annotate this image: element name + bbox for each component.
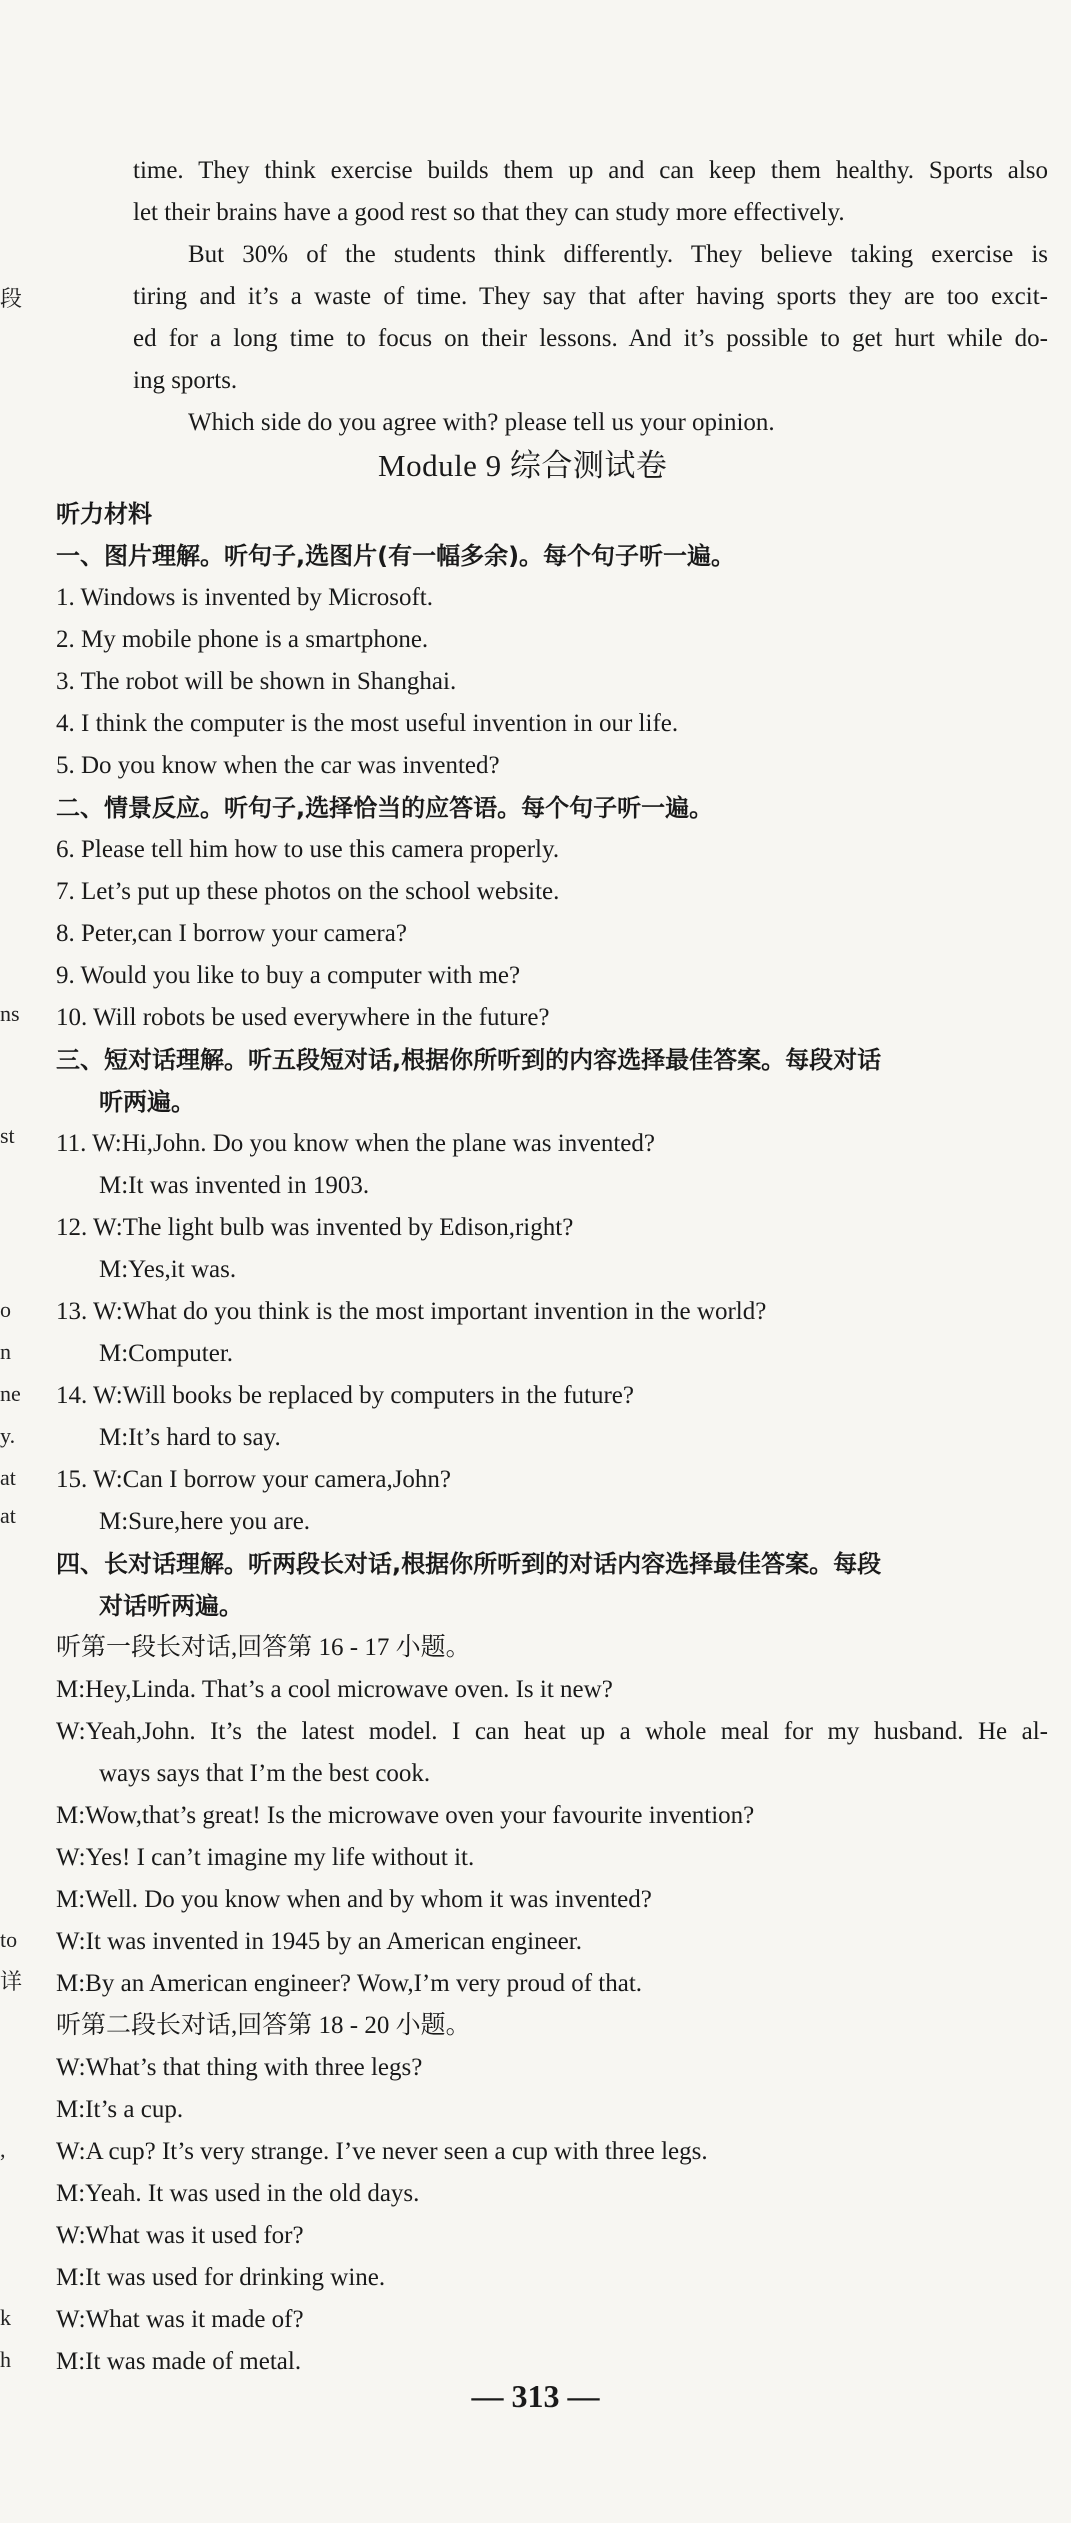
dialogue-line: ways says that I’m the best cook. (99, 1760, 431, 1787)
list-item: 1. Windows is invented by Microsoft. (56, 584, 433, 611)
dialogue-intro: 听第二段长对话,回答第 18 - 20 小题。 (56, 2012, 471, 2039)
section-heading: 听力材料 (56, 500, 152, 528)
margin-fragment: ne (0, 1381, 21, 1406)
dialogue-line: 13. W:What do you think is the most important invention in the world? (56, 1298, 767, 1325)
part2-heading: 二、情景反应。听句子,选择恰当的应答语。每个句子听一遍。 (56, 794, 714, 822)
passage-line: let their brains have a good rest so that they can study more effectively. (133, 199, 845, 226)
dialogue-line: W:Yeah,John. It’s the latest model. I can heat up a whole meal for my husband. He al- (56, 1718, 1048, 1745)
margin-fragment: 段 (0, 286, 22, 311)
passage-line: But 30% of the students think differently. They believe taking exercise is (188, 241, 1048, 268)
dialogue-line: M:Computer. (99, 1340, 234, 1367)
dialogue-line: W:Yes! I can’t imagine my life without it. (56, 1844, 475, 1871)
dialogue-line: M:Well. Do you know when and by whom it was invented? (56, 1886, 652, 1913)
list-item: 4. I think the computer is the most useful invention in our life. (56, 710, 679, 737)
margin-fragment: st (0, 1123, 15, 1148)
margin-fragment: at (0, 1465, 16, 1490)
part4-heading: 四、长对话理解。听两段长对话,根据你所听到的对话内容选择最佳答案。每段 (56, 1550, 882, 1578)
dialogue-line: W:What’s that thing with three legs? (56, 2054, 423, 2081)
margin-fragment: 详 (0, 1969, 22, 1994)
list-item: 6. Please tell him how to use this camera properly. (56, 836, 560, 863)
dialogue-line: W:It was invented in 1945 by an American engineer. (56, 1928, 583, 1955)
dialogue-intro: 听第一段长对话,回答第 16 - 17 小题。 (56, 1634, 471, 1661)
dialogue-line: W:What was it made of? (56, 2306, 304, 2333)
module-title: Module 9 综合测试卷 (378, 448, 668, 483)
list-item: 5. Do you know when the car was invented? (56, 752, 500, 779)
list-item: 7. Let’s put up these photos on the school website. (56, 878, 560, 905)
dialogue-line: 11. W:Hi,John. Do you know when the plane was invented? (56, 1130, 655, 1157)
dialogue-line: M:Sure,here you are. (99, 1508, 311, 1535)
margin-fragment: to (0, 1927, 18, 1952)
dialogue-line: M:It’s hard to say. (99, 1424, 281, 1451)
passage-line: ing sports. (133, 367, 238, 394)
margin-fragment: , (0, 2137, 6, 2162)
list-item: 10. Will robots be used everywhere in the future? (56, 1004, 550, 1031)
dialogue-line: M:Wow,that’s great! Is the microwave oven your favourite invention? (56, 1802, 755, 1829)
dialogue-line: M:It was made of metal. (56, 2348, 302, 2375)
dialogue-line: W:What was it used for? (56, 2222, 304, 2249)
list-item: 8. Peter,can I borrow your camera? (56, 920, 407, 947)
dialogue-line: M:By an American engineer? Wow,I’m very proud of that. (56, 1970, 643, 1997)
margin-fragment: k (0, 2305, 11, 2330)
margin-fragment: n (0, 1339, 11, 1364)
passage-line: Which side do you agree with? please tell us your opinion. (188, 409, 775, 436)
dialogue-line: M:Yeah. It was used in the old days. (56, 2180, 420, 2207)
passage-line: ed for a long time to focus on their lessons. And it’s possible to get hurt while do- (133, 325, 1048, 352)
dialogue-line: M:Hey,Linda. That’s a cool microwave oven. Is it new? (56, 1676, 613, 1703)
dialogue-line: M:It was used for drinking wine. (56, 2264, 386, 2291)
margin-fragment: y. (0, 1423, 16, 1448)
margin-fragment: at (0, 1503, 16, 1528)
part1-heading: 一、图片理解。听句子,选图片(有一幅多余)。每个句子听一遍。 (56, 542, 736, 570)
list-item: 9. Would you like to buy a computer with me? (56, 962, 521, 989)
dialogue-line: 15. W:Can I borrow your camera,John? (56, 1466, 452, 1493)
margin-fragment: o (0, 1297, 11, 1322)
page-number: — 313 — (471, 2378, 600, 2414)
passage-line: tiring and it’s a waste of time. They say that after having sports they are too excit- (133, 283, 1048, 310)
dialogue-line: M:It’s a cup. (56, 2096, 184, 2123)
part3-heading-cont: 听两遍。 (99, 1088, 195, 1116)
dialogue-line: 12. W:The light bulb was invented by Edison,right? (56, 1214, 574, 1241)
margin-fragment: h (0, 2347, 11, 2372)
part3-heading: 三、短对话理解。听五段短对话,根据你所听到的内容选择最佳答案。每段对话 (56, 1046, 882, 1074)
dialogue-line: 14. W:Will books be replaced by computers in the future? (56, 1382, 634, 1409)
margin-fragment: ns (0, 1001, 20, 1026)
part4-heading-cont: 对话听两遍。 (99, 1592, 243, 1620)
dialogue-line: M:It was invented in 1903. (99, 1172, 370, 1199)
passage-line: time. They think exercise builds them up and can keep them healthy. Sports also (133, 157, 1048, 184)
dialogue-line: M:Yes,it was. (99, 1256, 237, 1283)
dialogue-line: W:A cup? It’s very strange. I’ve never seen a cup with three legs. (56, 2138, 708, 2165)
list-item: 2. My mobile phone is a smartphone. (56, 626, 429, 653)
list-item: 3. The robot will be shown in Shanghai. (56, 668, 457, 695)
